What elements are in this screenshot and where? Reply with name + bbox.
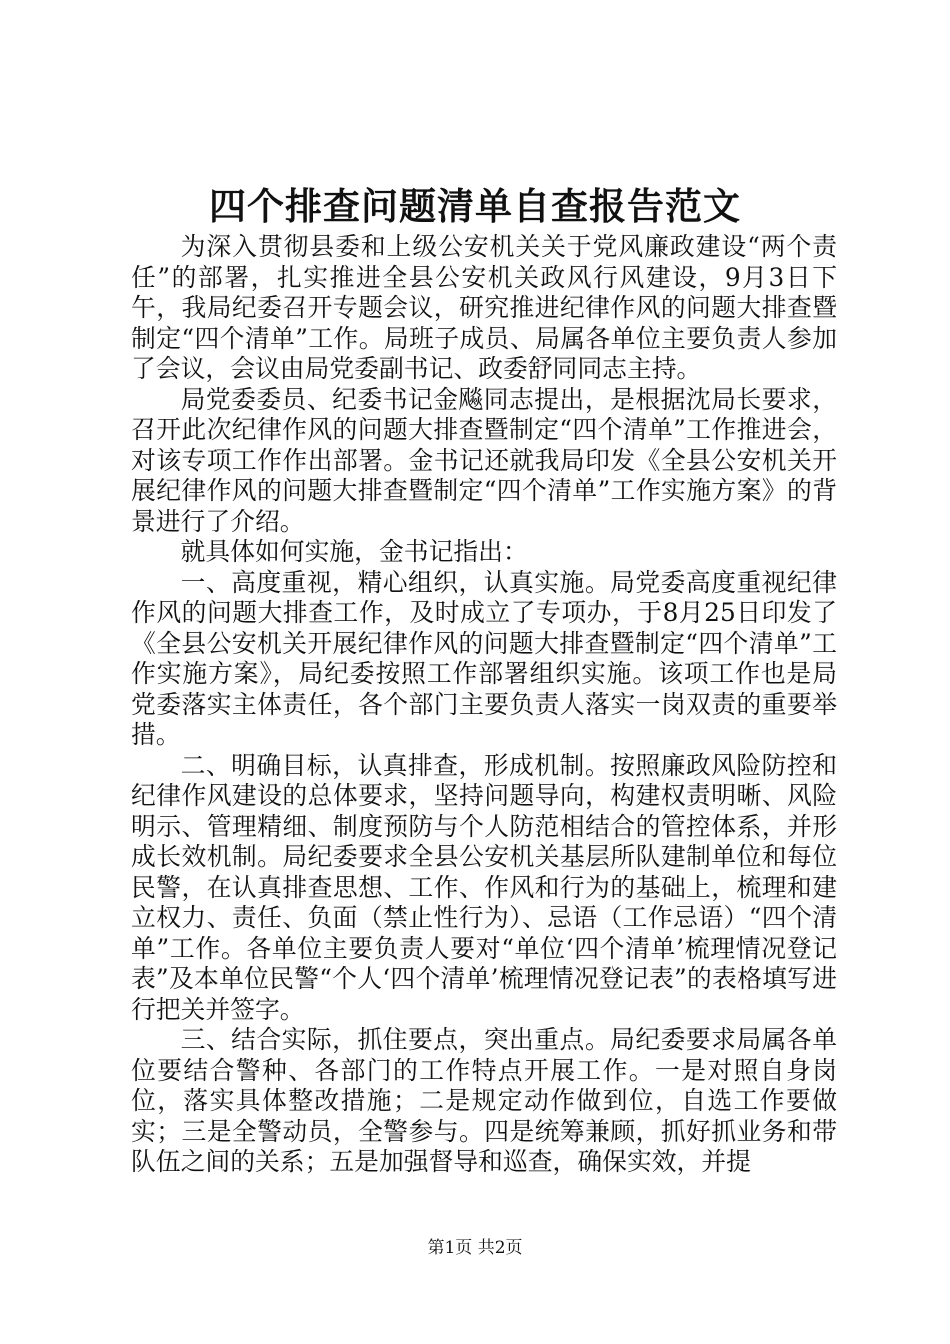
paragraph: 局党委委员、纪委书记金飚同志提出，是根据沈局长要求，召开此次纪律作风的问题大排查暨制定“四个清单”工作推进会，对该专项工作作出部署。金书记还就我局印发《全县公安机关开展纪律作风的问题大排查暨制定“四个清单”工作实施方案》的背景进行了介绍。 (131, 384, 837, 536)
paragraph: 三、结合实际，抓住要点，突出重点。局纪委要求局属各单位要结合警种、各部门的工作特点开展工作。一是对照自身岗位，落实具体整改措施；二是规定动作做到位，自选工作要做实；三是全警动员，全警参与。四是统筹兼顾，抓好抓业务和带队伍之间的关系；五是加强督导和巡查，确保实效，并提 (131, 1025, 837, 1176)
document-body (131, 232, 837, 1178)
paragraph: 一、高度重视，精心组织，认真实施。局党委高度重视纪律作风的问题大排查工作，及时成立了专项办，于8月25日印发了《全县公安机关开展纪律作风的问题大排查暨制定“四个清单”工作实施方案》，局纪委按照工作部署组织实施。该项工作也是局党委落实主体责任，各个部门主要负责人落实一岗双责的重要举措。 (131, 567, 837, 749)
paragraph: 就具体如何实施，金书记指出： (180, 537, 528, 566)
paragraph: 为深入贯彻县委和上级公安机关关于党风廉政建设“两个责任”的部署，扎实推进全县公安机关政风行风建设，9月3日下午，我局纪委召开专题会议，研究推进纪律作风的问题大排查暨制定“四个清单”工作。局班子成员、局属各单位主要负责人参加了会议，会议由局党委副书记、政委舒同同志主持。 (131, 232, 837, 383)
page-title: 四个排查问题清单自查报告范文 (209, 184, 741, 228)
page-number-footer: 第1页 共2页 (427, 1238, 523, 1258)
paragraph: 二、明确目标，认真排查，形成机制。按照廉政风险防控和纪律作风建设的总体要求，坚持问题导向，构建权责明晰、风险明示、管理精细、制度预防与个人防范相结合的管控体系，并形成长效机制。局纪委要求全县公安机关基层所队建制单位和每位民警，在认真排查思想、工作、作风和行为的基础上，梳理和建立权力、责任、负面（禁止性行为）、忌语（工作忌语）“四个清单”工作。各单位主要负责人要对“单位‘四个清单’梳理情况登记表”及本单位民警“个人‘四个清单’梳理情况登记表”的表格填写进行把关并签字。 (131, 750, 837, 1024)
